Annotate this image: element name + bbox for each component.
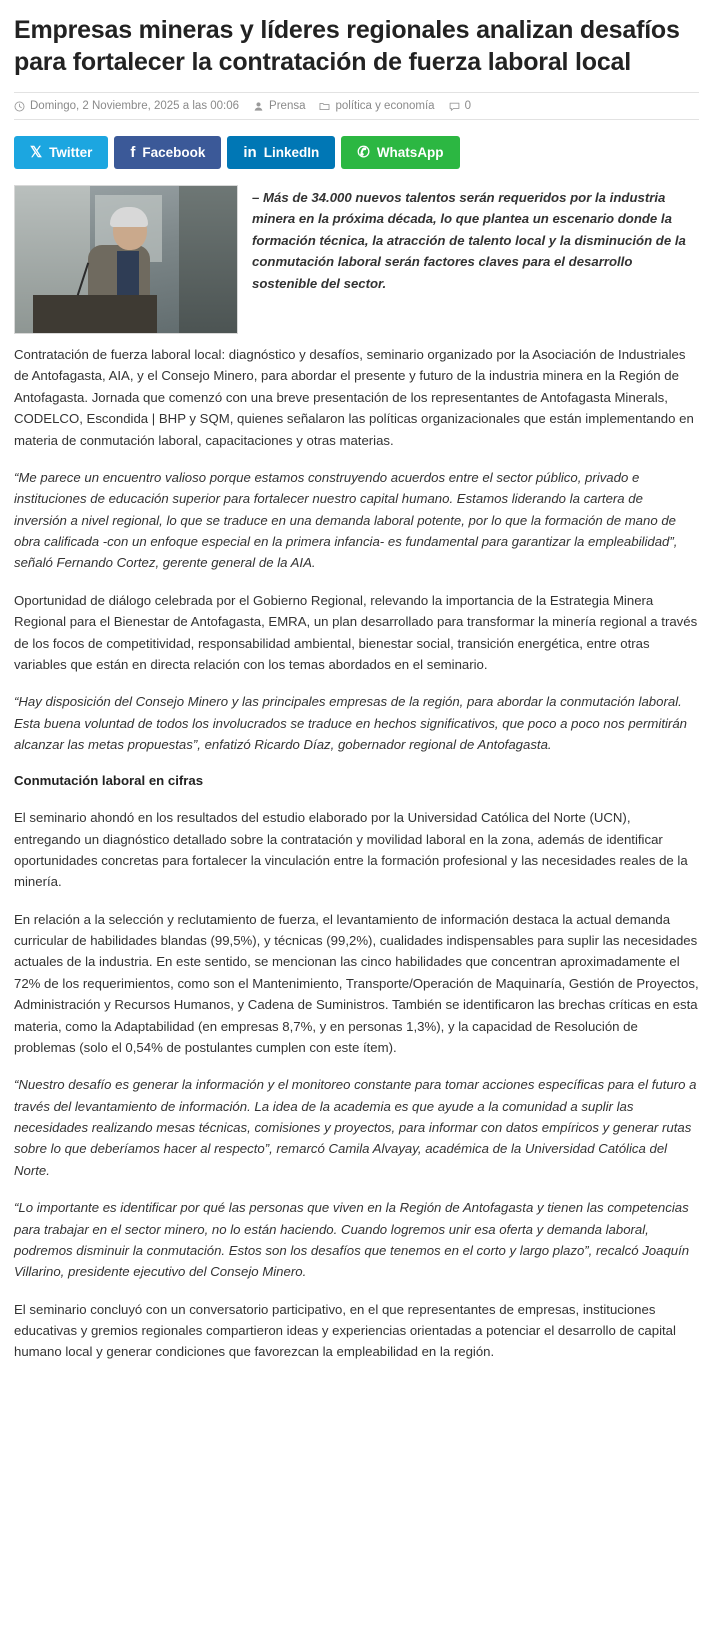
paragraph-9: El seminario concluyó con un conversatorio participativo, en el que representantes de empresas, instituciones educativas y gremios regionales compartieron ideas y experiencias orientadas a potenciar el desarrollo de capital humano local y generar condiciones que favorezcan la empleabilidad en la región. (14, 1301, 676, 1360)
paragraph-7: “Nuestro desafío es generar la información y el monitoreo constante para tomar acciones específicas para el futuro a través del levantamiento de información. La idea de la academia es que ayude a la comunidad a suplir las necesidades realizando mesas técnicas, comisiones y proyectos, para informar con datos empíricos y generar rutas sobre lo que deberíamos hacer al respecto”, remarcó Camila Alvayay, académica de la Universidad Católica del Norte. (14, 1077, 697, 1178)
comment-icon (449, 101, 460, 112)
meta-comments[interactable] (449, 100, 471, 112)
share-linkedin-label: LinkedIn (263, 145, 320, 160)
paragraph-6: En relación a la selección y reclutamiento de fuerza, el levantamiento de información destaca la actual demanda curricular de habilidades blandas (99,5%), y técnicas (99,2%), cualidades indispensables para suplir las necesidades actuales de la industria. En este sentido, se mencionan las cinco habilidades que concentran aproximadamente el 72% de los requerimientos, como son el Mantenimiento, Transporte/Operación de Maquinaría, Gestión de Proyectos, Administración y Recursos Humanos, y Cadena de Suministros. También se identificaron las brechas críticas en esta materia, como la Adaptabilidad (en empresas 8,7%, y en personas 1,3%), y la capacidad de Resolución de problemas (solo el 0,54% de postulantes cumplen con este ítem). (14, 911, 699, 1055)
share-facebook-button[interactable] (114, 136, 221, 169)
paragraph-4: “Hay disposición del Consejo Minero y las principales empresas de la región, para abordar la conmutación laboral. Esta buena voluntad de todos los involucrados se traduce en hechos significativos, que poco a poco nos permitirán alcanzar las metas propuestas”, enfatizó Ricardo Díaz, gobernador regional de Antofagasta. (14, 694, 687, 752)
share-twitter-button[interactable] (14, 136, 108, 169)
paragraph-3: Oportunidad de diálogo celebrada por el Gobierno Regional, relevando la importancia de la Estrategia Minera Regional para el Bienestar de Antofagasta, EMRA, un plan desarrollado para transformar la minería regional a través de los focos de competitividad, responsabilidad ambiental, bienestar social, transición energética, entre otras variables que están en directa relación con los temas abordados en el seminario. (14, 592, 698, 672)
article-lead: – Más de 34.000 nuevos talentos serán requeridos por la industria minera en la próxima década, lo que plantea un escenario donde la formación técnica, la atracción de talento local y la disminución de la conmutación laboral serán factores claves para el desarrollo sostenible del sector. (252, 190, 686, 291)
share-facebook-label: Facebook (142, 145, 206, 160)
article-photo (14, 185, 238, 334)
meta-author (253, 100, 305, 112)
lead-block (14, 185, 699, 334)
meta-date-text: Domingo, 2 Noviembre, 2025 a las 00:06 (30, 100, 240, 112)
share-twitter-label: Twitter (49, 145, 93, 160)
folder-icon (319, 101, 330, 112)
clock-icon (14, 101, 25, 112)
section-subheading: Conmutación laboral en cifras (14, 773, 204, 789)
whatsapp-icon: ✆ (357, 144, 370, 161)
meta-comments-count: 0 (464, 100, 471, 112)
meta-category-text[interactable]: política y economía (335, 100, 435, 112)
share-whatsapp-button[interactable] (341, 136, 459, 169)
share-linkedin-button[interactable] (227, 136, 335, 169)
meta-author-text: Prensa (269, 100, 306, 112)
paragraph-8: “Lo importante es identificar por qué las personas que viven en la Región de Antofagasta y tienen las competencias para trabajar en el sector minero, no lo están haciendo. Cuando logremos unir esa oferta y demanda laboral, podremos disminuir la conmutación. Estos son los desafíos que tenemos en el corto y largo plazo”, recalcó Joaquín Villarino, presidente ejecutivo del Consejo Minero. (14, 1200, 690, 1280)
page-title: Empresas mineras y líderes regionales analizan desafíos para fortalecer la contratación de fuerza laboral local (14, 16, 680, 76)
meta-category[interactable] (319, 100, 434, 112)
share-buttons (14, 136, 699, 169)
paragraph-2: “Me parece un encuentro valioso porque estamos construyendo acuerdos entre el sector público, privado e instituciones de educación superior para fortalecer nuestro capital humano. Estamos liderando la cartera de inversión a nivel regional, lo que se traduce en una demanda laboral potente, por lo que la formación de mano de obra calificada -con un enfoque especial en la primera infancia- es fundamental para garantizar la empleabilidad”, señaló Fernando Cortez, gerente general de la AIA. (14, 469, 678, 571)
share-whatsapp-label: WhatsApp (376, 145, 444, 160)
facebook-icon: f (130, 144, 136, 161)
user-icon (253, 101, 264, 112)
paragraph-5: El seminario ahondó en los resultados del estudio elaborado por la Universidad Católica del Norte (UCN), entregando un diagnóstico detallado sobre la contratación y movilidad laboral en la zona, además de identificar oportunidades concretas para fortalecer la vinculación entre la formación profesional y las necesidades reales de la minería. (14, 810, 688, 890)
twitter-icon: 𝕏 (30, 144, 43, 161)
meta-date (14, 100, 239, 112)
paragraph-1: Contratación de fuerza laboral local: diagnóstico y desafíos, seminario organizado por la Asociación de Industriales de Antofagasta, AIA, y el Consejo Minero, para abordar el presente y futuro de la industria minera en la Región de Antofagasta. Jornada que comenzó con una breve presentación de los representantes de Antofagasta Minerals, CODELCO, Escondida | BHP y SQM, quienes señalaron las políticas organizacionales que están implementando en materia de conmutación laboral, capacitaciones y otras materias. (14, 347, 694, 448)
linkedin-icon: in (243, 144, 257, 161)
article-meta-bar (14, 92, 699, 120)
